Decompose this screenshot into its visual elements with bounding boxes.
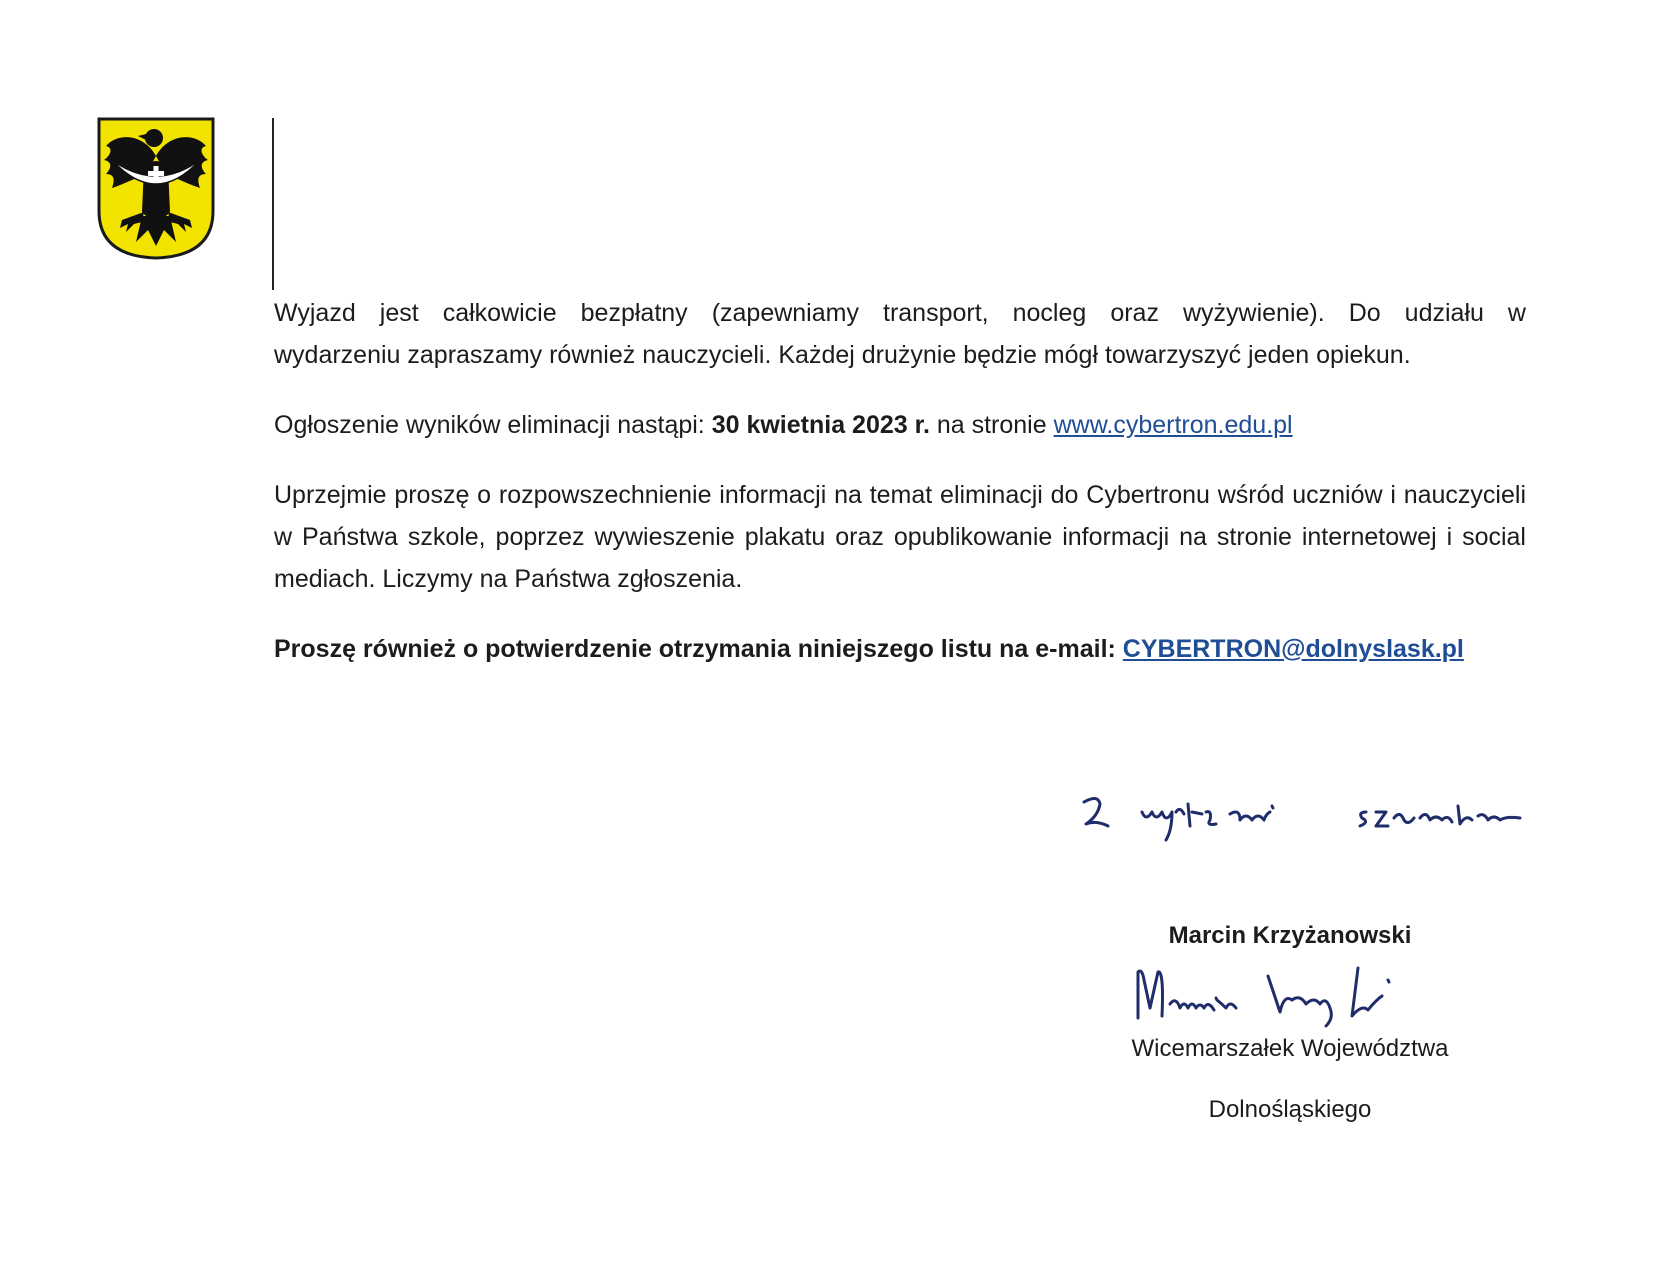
- results-date: 30 kwietnia 2023 r.: [711, 411, 930, 439]
- coat-of-arms-icon: [96, 116, 216, 261]
- signatory-name: Marcin Krzyżanowski: [1168, 922, 1412, 949]
- website-link[interactable]: www.cybertron.edu.pl: [1053, 411, 1293, 439]
- paragraph-request: Uprzejmie proszę o rozpowszechnienie informacji na temat eliminacji do Cybertronu wśród uczniów i nauczycieli w Państwa szkole, poprzez wywieszenie plakatu oraz opublikowanie informacji na stronie internetowej i social mediach. Liczymy na Państwa zgłoszenia.: [274, 481, 1526, 593]
- paragraph-travel-line2: wydarzeniu zapraszamy również nauczycieli. Każdej drużynie będzie mógł towarzyszyć jeden opiekun.: [274, 341, 1411, 369]
- paragraph-confirmation: [274, 628, 1526, 670]
- signatory-title: Wicemarszałek Województwa: [1131, 1035, 1449, 1062]
- results-text: Ogłoszenie wyników eliminacji nastąpi:: [274, 411, 712, 439]
- handwritten-closing: [1080, 790, 1560, 850]
- handwritten-signature: [1130, 960, 1420, 1030]
- email-link[interactable]: CYBERTRON@dolnyslask.pl: [1122, 635, 1464, 663]
- paragraph-travel-line1: Wyjazd jest całkowicie bezpłatny (zapewniamy transport, nocleg oraz wyżywienie). Do udziału w: [274, 299, 1526, 327]
- signatory-region: Dolnośląskiego: [1208, 1096, 1372, 1123]
- letter-body: [274, 292, 1526, 670]
- paragraph-results: [274, 404, 1526, 446]
- signatory-name-block: [1090, 922, 1490, 950]
- results-middle-text: na stronie: [929, 411, 1054, 439]
- paragraph-travel: [274, 292, 1526, 376]
- confirmation-text: Proszę również o potwierdzenie otrzymania niniejszego listu na e-mail:: [274, 635, 1123, 663]
- header-divider: [272, 118, 274, 290]
